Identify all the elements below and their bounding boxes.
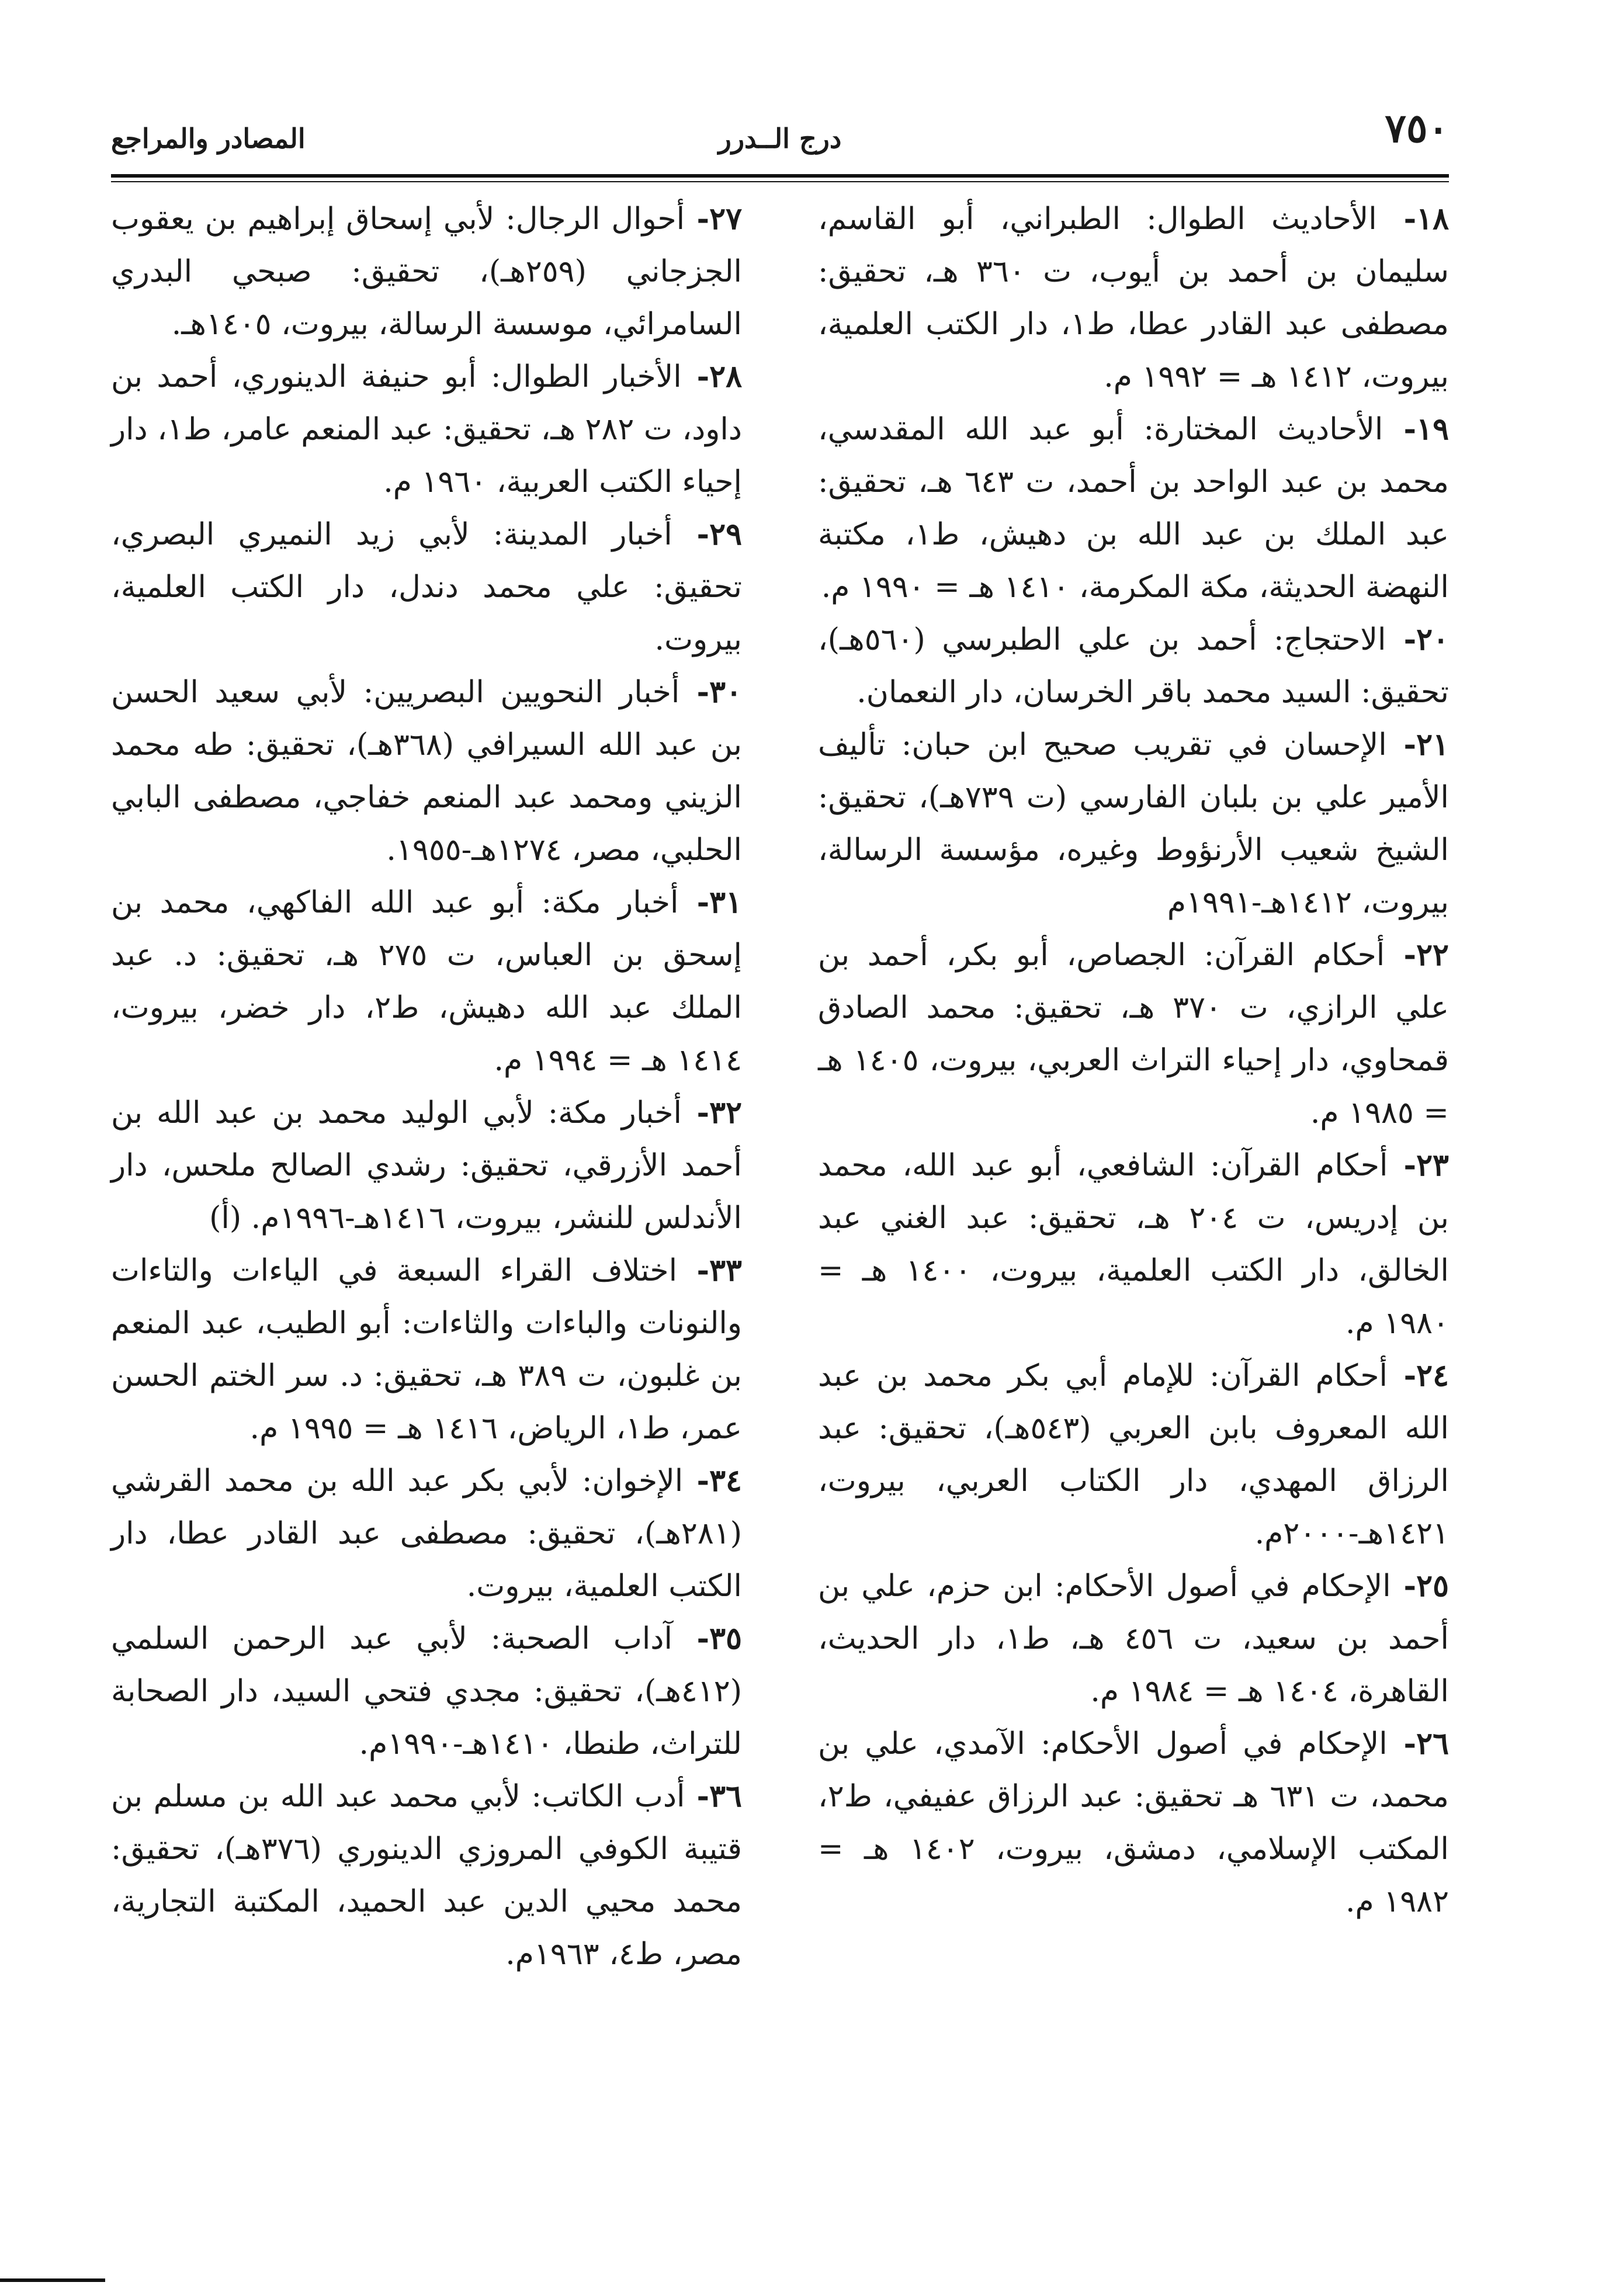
reference-text: أحكام القرآن: الشافعي، أبو عبد الله، محمد بن إدريس، ت ٢٠٤ هـ، تحقيق: عبد الغني عبد الخالق، دار الكتب العلمية، بيروت، ١٤٠٠ هـ = ١٩٨٠ م. (818, 1148, 1449, 1341)
reference-text: الإحسان في تقريب صحيح ابن حبان: تأليف الأمير علي بن بلبان الفارسي (ت ٧٣٩هـ)، تحقيق: الشيخ شعيب الأرنؤوط وغيره، مؤسسة الرسالة، بيروت، ١٤١٢هـ-١٩٩١م (818, 727, 1449, 920)
reference-number: ٢٥- (1403, 1568, 1449, 1604)
scan-edge-mark (0, 2278, 105, 2282)
reference-text: آداب الصحبة: لأبي عبد الرحمن السلمي (٤١٢هـ)، تحقيق: مجدي فتحي السيد، دار الصحابة للتراث، طنطا، ١٤١٠هـ-١٩٩٠م. (111, 1621, 742, 1761)
reference-number: ٣٣- (696, 1253, 742, 1288)
reference-entry (818, 403, 1449, 613)
reference-entry (111, 1770, 742, 1981)
reference-entry (818, 1350, 1449, 1560)
reference-number: ٣٥- (696, 1621, 742, 1656)
reference-entry (111, 1244, 742, 1455)
reference-number: ٢٦- (1403, 1726, 1449, 1761)
reference-number: ٣٠- (696, 674, 742, 710)
reference-number: ٢٠- (1403, 622, 1450, 657)
reference-text: أحوال الرجال: لأبي إسحاق إبراهيم بن يعقوب الجزجاني (٢٥٩هـ)، تحقيق: صبحي البدري السامرائي، موسسة الرسالة، بيروت، ١٤٠٥هـ. (111, 202, 742, 342)
reference-number: ٢٨- (696, 359, 743, 394)
reference-entry (111, 876, 742, 1087)
reference-list-left (111, 193, 742, 1981)
reference-text: أحكام القرآن: الجصاص، أبو بكر، أحمد بن علي الرازي، ت ٣٧٠ هـ، تحقيق: محمد الصادق قمحاوي، دار إحياء التراث العربي، بيروت، ١٤٠٥ هـ = ١٩٨٥ م. (818, 938, 1449, 1130)
page-number: ٧٥٠ (1385, 105, 1449, 152)
reference-number: ٢٣- (1403, 1147, 1449, 1183)
reference-number: ١٩- (1403, 411, 1449, 447)
reference-number: ٢١- (1403, 727, 1449, 762)
reference-entry (818, 929, 1449, 1139)
left-column (111, 193, 742, 1981)
reference-number: ٢٤- (1403, 1358, 1450, 1393)
reference-entry (818, 1718, 1449, 1928)
reference-entry (111, 193, 742, 351)
reference-number: ٢٩- (696, 516, 742, 552)
right-column (818, 193, 1449, 1928)
reference-entry (111, 1087, 742, 1244)
reference-text: أخبار المدينة: لأبي زيد النميري البصري، تحقيق: علي محمد دندل، دار الكتب العلمية، بيروت. (111, 517, 742, 657)
reference-number: ٣٦- (696, 1778, 742, 1814)
reference-entry (818, 1560, 1449, 1718)
reference-entry (818, 193, 1449, 403)
reference-text: أخبار النحويين البصريين: لأبي سعيد الحسن بن عبد الله السيرافي (٣٦٨هـ)، تحقيق: طه محمد الزيني ومحمد عبد المنعم خفاجي، مصطفى البابي الحلبي، مصر، ١٢٧٤هـ-١٩٥٥. (111, 675, 742, 868)
reference-text: الإحكام في أصول الأحكام: الآمدي، علي بن محمد، ت ٦٣١ هـ تحقيق: عبد الرزاق عفيفي، ط٢، المكتب الإسلامي، دمشق، بيروت، ١٤٠٢ هـ = ١٩٨٢ م. (818, 1726, 1449, 1919)
reference-entry (111, 508, 742, 666)
reference-text: أخبار مكة: لأبي الوليد محمد بن عبد الله بن أحمد الأزرقي، تحقيق: رشدي الصالح ملحس، دار الأندلس للنشر، بيروت، ١٤١٦هـ-١٩٩٦م. (أ) (111, 1095, 742, 1236)
reference-entry (111, 351, 742, 508)
reference-text: اختلاف القراء السبعة في الياءات والتاءات والنونات والباءات والثاءات: أبو الطيب، عبد المنعم بن غلبون، ت ٣٨٩ هـ، تحقيق: د. سر الختم الحسن عمر، ط١، الرياض، ١٤١٦ هـ = ١٩٩٥ م. (111, 1253, 742, 1446)
reference-number: ٢٢- (1403, 937, 1449, 973)
reference-text: أخبار مكة: أبو عبد الله الفاكهي، محمد بن إسحق بن العباس، ت ٢٧٥ هـ، تحقيق: د. عبد الملك عبد الله دهيش، ط٢، دار خضر، بيروت، ١٤١٤ هـ = ١٩٩٤ م. (111, 885, 742, 1078)
reference-text: الإخوان: لأبي بكر عبد الله بن محمد القرشي (٢٨١هـ)، تحقيق: مصطفى عبد القادر عطا، دار الكتب العلمية، بيروت. (111, 1463, 742, 1604)
running-header (111, 99, 1449, 169)
reference-entry (111, 1455, 742, 1612)
reference-text: الأخبار الطوال: أبو حنيفة الدينوري، أحمد بن داود، ت ٢٨٢ هـ، تحقيق: عبد المنعم عامر، ط١، دار إحياء الكتب العربية، ١٩٦٠ م. (110, 359, 742, 500)
reference-text: أدب الكاتب: لأبي محمد عبد الله بن مسلم بن قتيبة الكوفي المروزي الدينوري (٣٧٦هـ)، تحقيق: محمد محيي الدين عبد الحميد، المكتبة التجارية، مصر، ط٤، ١٩٦٣م. (111, 1779, 742, 1972)
reference-text: الأحاديث الطوال: الطبراني، أبو القاسم، سليمان بن أحمد بن أيوب، ت ٣٦٠ هـ، تحقيق: مصطفى عبد القادر عطا، ط١، دار الكتب العلمية، بيروت، ١٤١٢ هـ = ١٩٩٢ م. (818, 202, 1449, 394)
book-title: درج الــدرر (718, 123, 842, 154)
reference-entry (818, 1139, 1449, 1350)
header-rule (111, 174, 1449, 178)
reference-number: ٣٢- (696, 1095, 742, 1130)
section-title: المصادر والمراجع (111, 123, 306, 154)
reference-text: أحكام القرآن: للإمام أبي بكر محمد بن عبد الله المعروف بابن العربي (٥٤٣هـ)، تحقيق: عبد الرزاق المهدي، دار الكتاب العربي، بيروت، ١٤٢١هـ-٢٠٠٠م. (818, 1358, 1449, 1551)
reference-number: ٣٤- (696, 1463, 742, 1499)
reference-number: ٢٧- (696, 201, 742, 237)
reference-entry (818, 719, 1449, 929)
reference-list-right (818, 193, 1449, 1928)
reference-text: الإحكام في أصول الأحكام: ابن حزم، علي بن أحمد بن سعيد، ت ٤٥٦ هـ، ط١، دار الحديث، القاهرة، ١٤٠٤ هـ = ١٩٨٤ م. (818, 1569, 1449, 1709)
reference-text: الأحاديث المختارة: أبو عبد الله المقدسي، محمد بن عبد الواحد بن أحمد، ت ٦٤٣ هـ، تحقيق: عبد الملك بن عبد الله بن دهيش، ط١، مكتبة النهضة الحديثة، مكة المكرمة، ١٤١٠ هـ = ١٩٩٠ م. (818, 412, 1449, 605)
reference-number: ٣١- (696, 885, 743, 920)
reference-entry (111, 1612, 742, 1770)
reference-entry (818, 613, 1449, 719)
reference-entry (111, 666, 742, 876)
header-rule-thin (111, 181, 1449, 182)
reference-number: ١٨- (1403, 201, 1450, 237)
reference-text: الاحتجاج: أحمد بن علي الطبرسي (٥٦٠هـ)، تحقيق: السيد محمد باقر الخرسان، دار النعمان. (818, 622, 1449, 710)
